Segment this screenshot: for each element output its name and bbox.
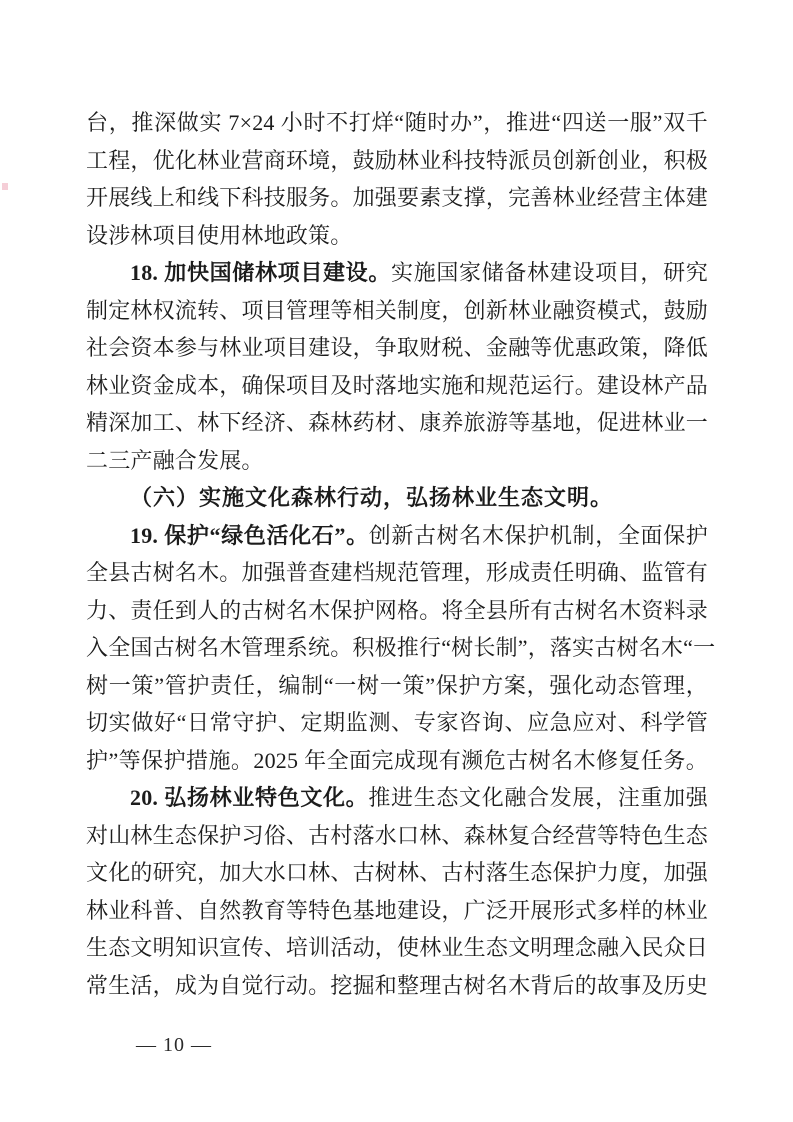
line-text: 切实做好“日常守护、定期监测、专家咨询、应急应对、科学管 (86, 710, 708, 735)
line-text: 力、责任到人的古树名木保护网格。将全县所有古树名木资料录 (86, 597, 708, 623)
bold-lead: （六）实施文化森林行动，弘扬林业生态文明。 (130, 485, 614, 510)
line-text: 全县古树名木。加强普查建档规范管理，形成责任明确、监管有 (86, 560, 708, 585)
line-text: 对山林生态保护习俗、古村落水口林、森林复合经营等特色生态 (86, 822, 708, 848)
line-text: 工程，优化林业营商环境，鼓励林业科技特派员创新创业，积极 (86, 147, 708, 173)
line-text: 社会资本参与林业项目建设，争取财税、金融等优惠政策，降低 (86, 335, 708, 360)
line-text: 树一策”管护责任，编制“一树一策”保护方案，强化动态管理， (86, 672, 708, 698)
text-line (86, 817, 708, 855)
line-text: 实施国家储备林建设项目，研究 (391, 260, 708, 285)
text-line (86, 554, 708, 592)
text-line (86, 329, 708, 367)
bold-lead: 20. 弘扬林业特色文化。 (130, 785, 369, 810)
text-line (86, 292, 708, 330)
text-line (86, 892, 708, 930)
text-line (86, 142, 708, 180)
text-line (86, 217, 708, 255)
text-line (86, 517, 708, 555)
text-line (86, 592, 708, 630)
line-text: 文化的研究，加大水口林、古树林、古村落生态保护力度，加强 (86, 860, 708, 885)
text-line (86, 667, 708, 705)
text-line (86, 367, 708, 405)
line-text: 开展线上和线下科技服务。加强要素支撑，完善林业经营主体建 (86, 185, 708, 210)
line-text: 护”等保护措施。2025 年全面完成现有濒危古树名木修复任务。 (86, 747, 708, 773)
page-number: — 10 — (136, 1034, 212, 1056)
line-text: 设涉林项目使用林地政策。 (86, 222, 353, 248)
page-body-text (86, 104, 716, 1004)
text-line (86, 742, 708, 780)
line-text: 创新古树名木保护机制，全面保护 (368, 522, 708, 548)
text-line (86, 854, 708, 892)
bold-lead: 18. 加快国储林项目建设。 (130, 260, 392, 285)
text-line (86, 779, 708, 817)
line-text: 林业科普、自然教育等特色基地建设，广泛开展形式多样的林业 (86, 897, 708, 923)
text-line (86, 404, 708, 442)
text-line (86, 929, 708, 967)
line-text: 制定林权流转、项目管理等相关制度，创新林业融资模式，鼓励 (86, 297, 708, 323)
text-line (86, 967, 708, 1005)
line-text: 常生活，成为自觉行动。挖掘和整理古树名木背后的故事及历史 (86, 972, 708, 998)
text-line (86, 179, 708, 217)
text-line (86, 104, 708, 142)
line-text: 入全国古树名木管理系统。积极推行“树长制”，落实古树名木“一 (86, 635, 716, 660)
text-line (86, 629, 716, 667)
line-text: 精深加工、林下经济、森林药材、康养旅游等基地，促进林业一 (86, 410, 708, 435)
line-text: 生态文明知识宣传、培训活动，使林业生态文明理念融入民众日 (86, 935, 708, 960)
line-text: 台，推深做实 7×24 小时不打烊“随时办”，推进“四送一服”双千 (86, 110, 708, 135)
text-line (86, 704, 708, 742)
line-text: 推进生态文化融合发展，注重加强 (368, 785, 708, 810)
bold-lead: 19. 保护“绿色活化石”。 (130, 522, 369, 548)
line-text: 林业资金成本，确保项目及时落地实施和规范运行。建设林产品 (86, 372, 708, 398)
scan-artifact-mark (2, 183, 8, 190)
text-line (86, 442, 708, 480)
text-line (86, 254, 708, 292)
line-text: 二三产融合发展。 (86, 447, 264, 473)
section-heading (86, 479, 708, 517)
